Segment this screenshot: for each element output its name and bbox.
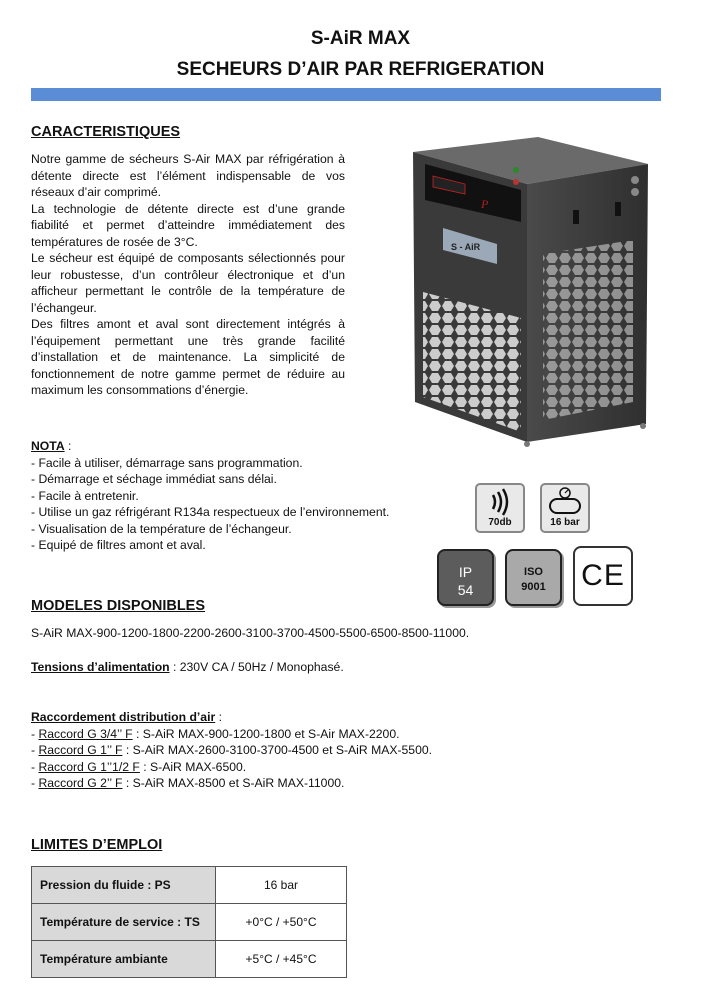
connections-heading-suffix: : [215, 710, 222, 724]
connection-text: : S-AiR MAX-8500 et S-AiR MAX-11000. [122, 776, 345, 790]
characteristics-paragraph: La technologie de détente directe est d’une grande fiabilité et permet d’atteindre immédiatement des températures de rosée de 3°C. [31, 201, 345, 249]
models-heading: MODELES DISPONIBLES [31, 598, 206, 614]
characteristics-paragraph: Des filtres amont et aval sont directement intégrés à l’équipement permettant une très grande facilité d’installation et de maintenance. La simplicité de fonctionnement de notre gamme permet de réduire au maximum les consommations d’énergie. [31, 317, 345, 397]
pressure-badge [540, 483, 590, 533]
ip54-badge [437, 549, 494, 606]
ip-label: IP [458, 564, 473, 580]
ip-value: 54 [457, 582, 474, 598]
connection-prefix: - [31, 726, 39, 741]
air-dryer-image [403, 132, 663, 450]
voltage-line [31, 659, 344, 676]
connection-prefix: - [31, 759, 39, 774]
nota-item: - Démarrage et séchage immédiat sans délai. [31, 472, 277, 486]
brand-label: S - AiR [451, 242, 481, 252]
iso9001-badge [505, 549, 562, 606]
nota-item: - Equipé de filtres amont et aval. [31, 538, 206, 552]
models-list [31, 625, 469, 642]
alarm-indicator-icon [513, 179, 519, 185]
table-row [32, 904, 347, 941]
page-subtitle: SECHEURS D’AIR PAR REFRIGERATION [176, 59, 545, 80]
limit-label: Pression du fluide : PS [32, 867, 216, 904]
connection-item [31, 775, 432, 792]
connection-prefix: - [31, 743, 39, 757]
nota-item: - Visualisation de la température de l’échangeur. [31, 521, 292, 536]
nota-item: - Facile à utiliser, démarrage sans programmation. [31, 455, 303, 470]
limit-value: +5°C / +45°C [216, 941, 347, 978]
table-row [32, 941, 347, 978]
accent-bar [31, 88, 661, 101]
pressure-value: 16 bar [550, 517, 580, 528]
iso-value: 9001 [521, 581, 546, 593]
noise-value: 70db [488, 517, 512, 528]
connection-label: Raccord G 1’’ F [38, 743, 123, 757]
iso-label: ISO [524, 566, 543, 578]
connections-section [31, 709, 432, 792]
connection-text: : S-AiR MAX-6500. [139, 759, 247, 774]
ce-badge [573, 546, 633, 606]
models-list-text: S-AiR MAX-900-1200-1800-2200-2600-3100-3700-4500-5500-6500-8500-11000. [31, 626, 470, 640]
characteristics-heading: CARACTERISTIQUES [31, 124, 181, 140]
connection-label: Raccord G 3/4’’ F [38, 726, 133, 741]
voltage-value: : 230V CA / 50Hz / Monophasé. [169, 660, 344, 674]
nota-section [31, 438, 389, 554]
ce-mark: CE [581, 559, 625, 592]
connection-label: Raccord G 1’’1/2 F [38, 759, 140, 774]
voltage-label: Tensions d’alimentation [31, 660, 170, 674]
connection-item [31, 726, 432, 743]
connection-label: Raccord G 2’’ F [38, 776, 123, 790]
brand-script: P [481, 197, 489, 211]
noise-badge [475, 483, 525, 533]
characteristics-paragraph: Le sécheur est équipé de composants sélectionnés pour leur robustesse, d’un contrôleur électronique et d’un afficheur permettant le contrôle de la température de l’échangeur. [31, 251, 345, 315]
nota-item: - Facile à entretenir. [31, 488, 139, 503]
connections-heading: Raccordement distribution d’air [31, 710, 216, 724]
connection-text: : S-AiR MAX-900-1200-1800 et S-Air MAX-2200. [132, 726, 400, 741]
connection-prefix: - [31, 776, 39, 790]
characteristics-paragraph: Notre gamme de sécheurs S-Air MAX par réfrigération à détente directe est l’élément indispensable de vos réseaux d’air comprimé. [31, 152, 345, 199]
connection-item [31, 759, 432, 776]
limit-label: Température ambiante [32, 941, 216, 978]
nota-label: NOTA [31, 439, 65, 453]
power-indicator-icon [513, 167, 519, 173]
sound-waves-icon [477, 487, 523, 517]
limits-heading: LIMITES D’EMPLOI [31, 837, 163, 853]
nota-suffix: : [64, 439, 72, 453]
characteristics-text [31, 151, 345, 399]
table-row [32, 867, 347, 904]
pressure-tank-icon [542, 486, 588, 516]
limit-value: +0°C / +50°C [216, 904, 347, 941]
page-title: S-AiR MAX [310, 28, 411, 49]
limit-label: Température de service : TS [32, 904, 216, 941]
connection-text: : S-AiR MAX-2600-3100-3700-4500 et S-AiR MAX-5500. [122, 743, 433, 757]
nota-item: - Utilise un gaz réfrigérant R134a respectueux de l’environnement. [31, 505, 390, 519]
limit-value: 16 bar [216, 867, 347, 904]
connection-item [31, 742, 432, 759]
limits-table [31, 866, 347, 978]
